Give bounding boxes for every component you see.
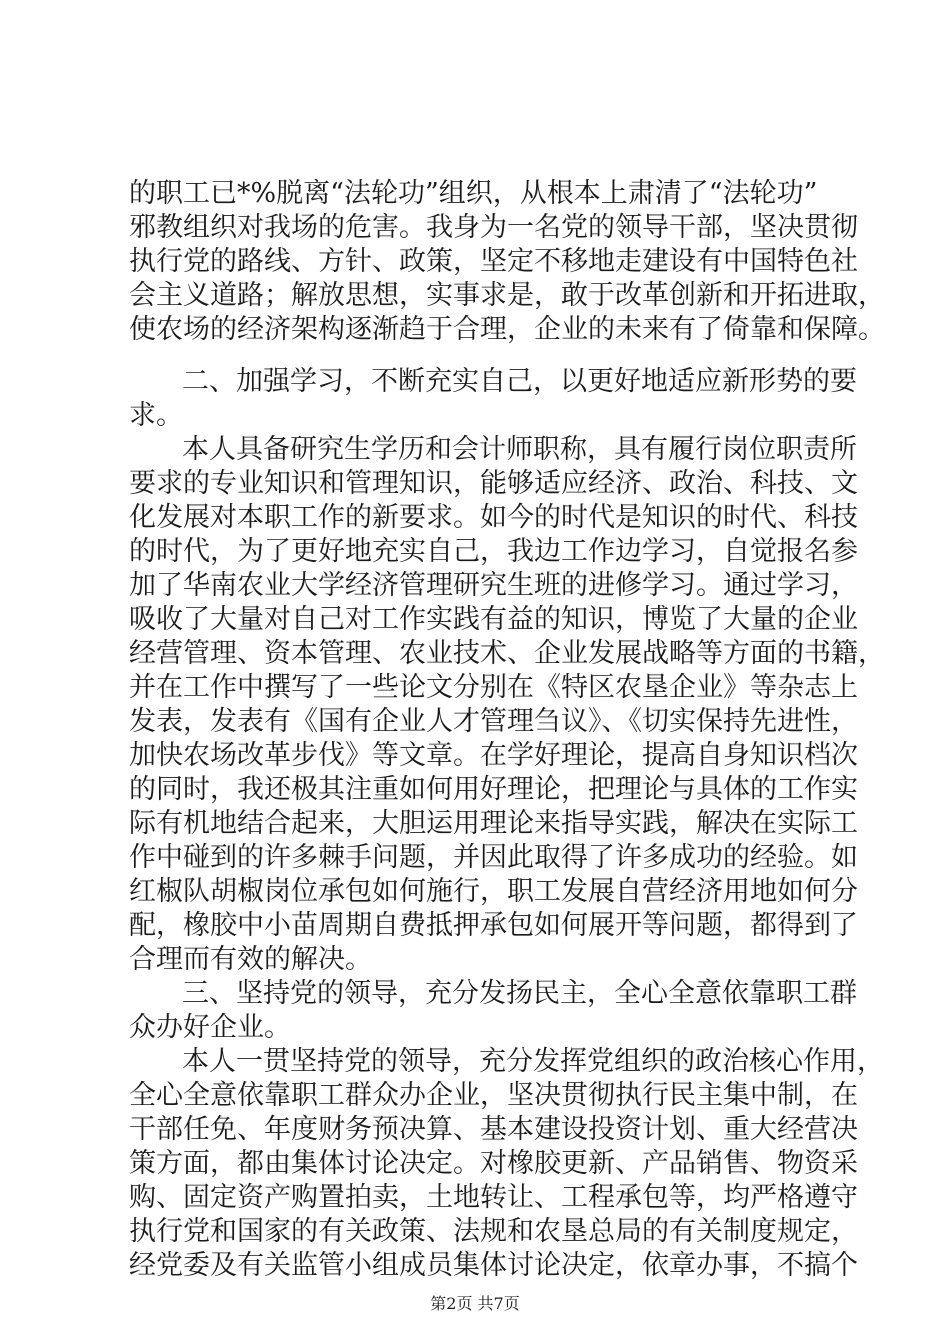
- section-heading-line: 求。: [129, 400, 183, 431]
- text-line: 购、固定资产购置拍卖，土地转让、工程承包等，均严格遵守: [129, 1182, 858, 1213]
- text-line: 邪教组织对我场的危害。我身为一名党的领导干部，坚决贯彻: [129, 212, 858, 243]
- text-line: 发表，发表有《国有企业人才管理刍议》、《切实保持先进性，: [129, 706, 858, 737]
- text-line: 的职工已*%脱离“法轮功”组织，从根本上肃清了“法轮功”: [129, 178, 818, 209]
- text-line: 全心全意依靠职工群众办企业，坚决贯彻执行民主集中制，在: [129, 1080, 858, 1111]
- text-line: 经党委及有关监管小组成员集体讨论决定，依章办事，不搞个: [129, 1250, 858, 1281]
- page-number-footer: 第2页 共7页: [430, 1294, 520, 1313]
- text-line: 策方面，都由集体讨论决定。对橡胶更新、产品销售、物资采: [129, 1148, 858, 1179]
- text-line: 的同时，我还极其注重如何用好理论，把理论与具体的工作实: [129, 774, 858, 805]
- section-heading-line: 三、坚持党的领导，充分发扬民主，全心全意依靠职工群: [182, 978, 857, 1009]
- section-heading-line: 二、加强学习，不断充实自己，以更好地适应新形势的要: [182, 366, 857, 397]
- text-line: 配，橡胶中小苗周期自费抵押承包如何展开等问题，都得到了: [129, 910, 858, 941]
- text-line: 经营管理、资本管理、农业技术、企业发展战略等方面的书籍，: [129, 638, 885, 669]
- text-line: 并在工作中撰写了一些论文分别在《特区农垦企业》等杂志上: [129, 672, 858, 703]
- text-line: 执行党和国家的有关政策、法规和农垦总局的有关制度规定，: [129, 1216, 858, 1247]
- text-line: 的时代，为了更好地充实自己，我边工作边学习，自觉报名参: [129, 536, 858, 567]
- text-line: 执行党的路线、方针、政策，坚定不移地走建设有中国特色社: [129, 246, 858, 277]
- text-line: 吸收了大量对自己对工作实践有益的知识，博览了大量的企业: [129, 604, 858, 635]
- text-line: 际有机地结合起来，大胆运用理论来指导实践，解决在实际工: [129, 808, 858, 839]
- text-line: 加了华南农业大学经济管理研究生班的进修学习。通过学习，: [129, 570, 858, 601]
- text-line: 化发展对本职工作的新要求。如今的时代是知识的时代、科技: [129, 502, 858, 533]
- section-heading-line: 众办好企业。: [129, 1012, 291, 1043]
- text-line: 干部任免、年度财务预决算、基本建设投资计划、重大经营决: [129, 1114, 858, 1145]
- text-line: 要求的专业知识和管理知识，能够适应经济、政治、科技、文: [129, 468, 858, 499]
- text-line: 会主义道路；解放思想，实事求是，敢于改革创新和开拓进取，: [129, 280, 885, 311]
- text-line: 红椒队胡椒岗位承包如何施行，职工发展自营经济用地如何分: [129, 876, 858, 907]
- text-line: 合理而有效的解决。: [129, 944, 372, 975]
- text-line: 使农场的经济架构逐渐趋于合理，企业的未来有了倚靠和保障。: [129, 314, 885, 345]
- text-line: 本人具备研究生学历和会计师职称，具有履行岗位职责所: [182, 434, 857, 465]
- text-line: 本人一贯坚持党的领导，充分发挥党组织的政治核心作用，: [182, 1046, 884, 1077]
- text-line: 作中碰到的许多棘手问题，并因此取得了许多成功的经验。如: [129, 842, 858, 873]
- text-line: 加快农场改革步伐》等文章。在学好理论，提高自身知识档次: [129, 740, 858, 771]
